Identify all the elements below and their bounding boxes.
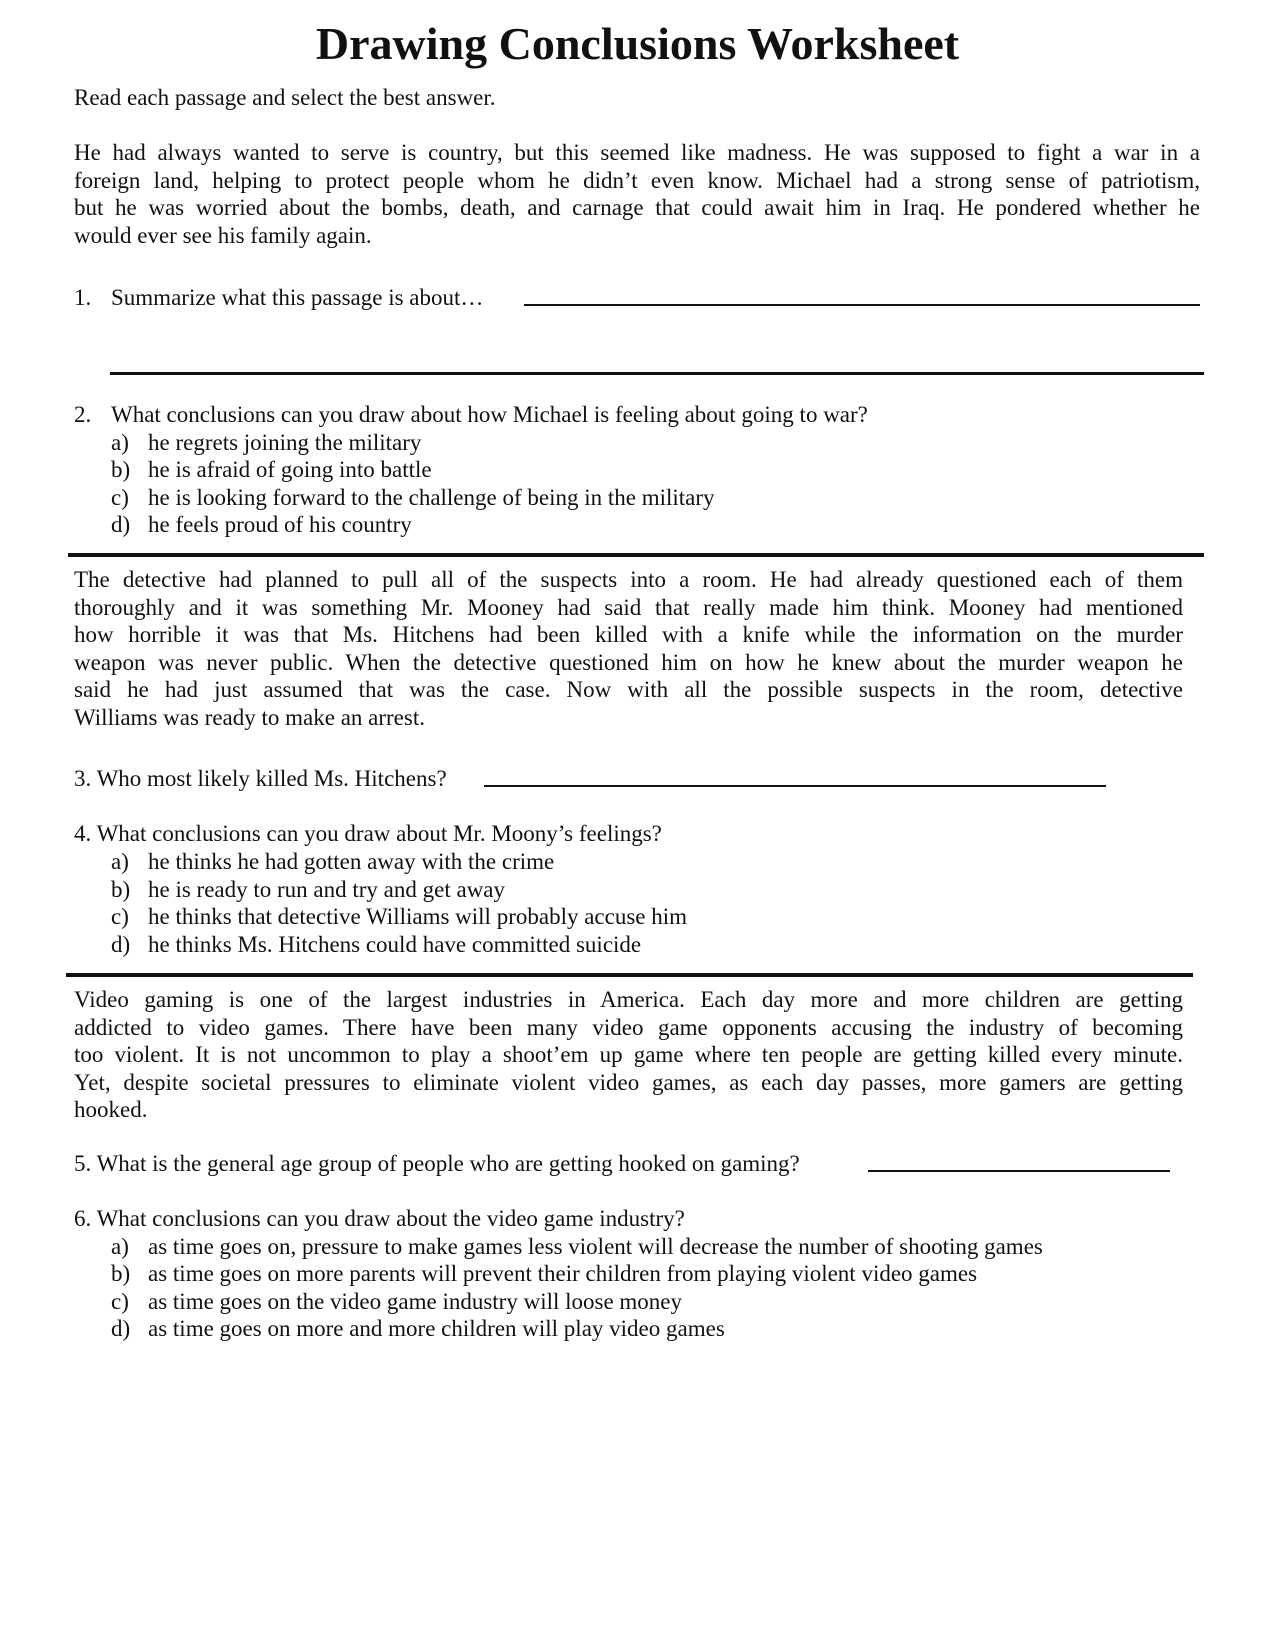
answer-line-1a[interactable] [524, 304, 1200, 306]
question-6: 6. What conclusions can you draw about the video game industry? [74, 1206, 685, 1231]
passage-3 [74, 986, 1183, 1124]
question-1 [74, 284, 483, 312]
question-4-option-c[interactable]: c) he thinks that detective Williams will probably accuse him [111, 904, 688, 929]
passage-3-line: Video gaming is one of the largest industries in America. Each day more and more children are getting [74, 987, 1183, 1012]
question-6-option-a[interactable]: a) as time goes on, pressure to make games less violent will decrease the number of shooting games [111, 1234, 1043, 1259]
passage-1-line: would ever see his family again. [74, 222, 372, 248]
passage-2 [74, 566, 1183, 731]
passage-2-line: weapon was never public. When the detective questioned him on how he knew about the murder weapon he [74, 649, 1183, 675]
passage-3-line: addicted to video games. There have been many video game opponents accusing the industry of becoming [74, 1014, 1183, 1040]
instructions: Read each passage and select the best answer. [74, 85, 496, 110]
passage-2-line: Williams was ready to make an arrest. [74, 704, 425, 730]
passage-1-line: He had always wanted to serve is country, but this seemed like madness. He was supposed to fight a war in a [74, 140, 1200, 165]
question-2-option-b[interactable]: b) he is afraid of going into battle [111, 457, 432, 482]
question-2-option-c[interactable]: c) he is looking forward to the challenge of being in the military [111, 485, 715, 510]
section-divider [66, 973, 1193, 977]
answer-line-1b[interactable] [110, 372, 1204, 375]
question-4: 4. What conclusions can you draw about Mr. Moony’s feelings? [74, 821, 662, 846]
passage-1-line: but he was worried about the bombs, death, and carnage that could await him in Iraq. He pondered whether he [74, 195, 1200, 220]
passage-2-line: The detective had planned to pull all of the suspects into a room. He had already questioned each of them [74, 567, 1183, 592]
question-2-text: What conclusions can you draw about how Michael is feeling about going to war? [111, 402, 868, 427]
answer-line-5[interactable] [868, 1170, 1170, 1172]
question-2-number: 2. [74, 402, 92, 427]
question-1-number: 1. [74, 285, 92, 310]
answer-line-3[interactable] [484, 785, 1106, 787]
question-3: 3. Who most likely killed Ms. Hitchens? [74, 766, 447, 791]
question-6-option-c[interactable]: c) as time goes on the video game industry will loose money [111, 1289, 683, 1314]
question-2-option-d[interactable]: d) he feels proud of his country [111, 512, 412, 537]
passage-2-line: how horrible it was that Ms. Hitchens had been killed with a knife while the information on the murder [74, 622, 1183, 647]
passage-1-line: foreign land, helping to protect people whom he didn’t even know. Michael had a strong sense of patriotism, [74, 167, 1200, 193]
question-1-text: Summarize what this passage is about… [111, 285, 484, 310]
passage-2-line: said he had just assumed that was the case. Now with all the possible suspects in the room, detective [74, 677, 1183, 702]
page-title: Drawing Conclusions Worksheet [315, 18, 960, 69]
question-2-option-a[interactable]: a) he regrets joining the military [111, 430, 422, 455]
question-4-option-b[interactable]: b) he is ready to run and try and get away [111, 877, 506, 902]
question-6-option-d[interactable]: d) as time goes on more and more children will play video games [111, 1316, 725, 1341]
question-4-option-d[interactable]: d) he thinks Ms. Hitchens could have committed suicide [111, 932, 642, 957]
passage-2-line: thoroughly and it was something Mr. Mooney had said that really made him think. Mooney had mentioned [74, 594, 1183, 620]
passage-3-line: too violent. It is not uncommon to play a shoot’em up game where ten people are getting killed every minute. [74, 1042, 1183, 1067]
question-6-option-b[interactable]: b) as time goes on more parents will prevent their children from playing violent video games [111, 1261, 978, 1286]
question-2 [74, 401, 868, 429]
question-5: 5. What is the general age group of people who are getting hooked on gaming? [74, 1151, 800, 1176]
section-divider [68, 553, 1204, 557]
question-4-option-a[interactable]: a) he thinks he had gotten away with the crime [111, 849, 555, 874]
passage-1 [74, 139, 1200, 249]
passage-3-line: Yet, despite societal pressures to eliminate violent video games, as each day passes, more gamers are getting [74, 1069, 1183, 1095]
passage-3-line: hooked. [74, 1097, 148, 1122]
